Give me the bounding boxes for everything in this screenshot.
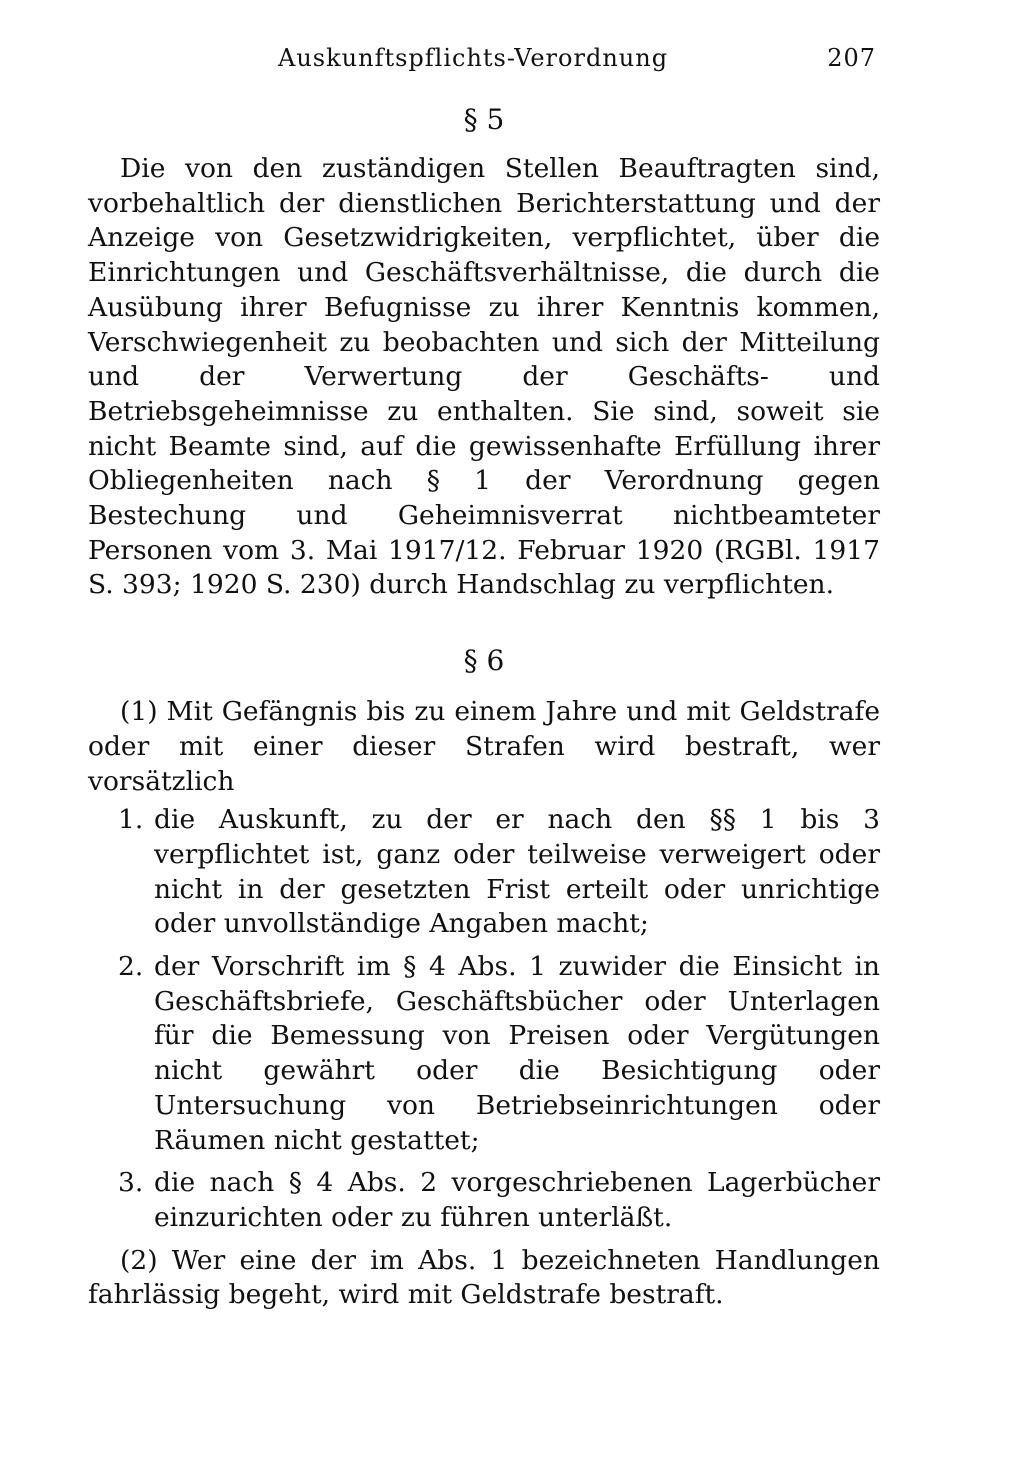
list-item-text: die Auskunft, zu der er nach den §§ 1 bis 3 verpflichtet ist, ganz oder teilweise verweigert oder nicht in der gesetzten Frist erteilt oder unrichtige oder unvollständige Angaben macht;	[154, 804, 880, 940]
section-6-paragraph-2: (2) Wer eine der im Abs. 1 bezeichneten Handlungen fahrlässig begeht, wird mit Geldstrafe bestraft.	[88, 1244, 880, 1311]
list-item	[88, 950, 880, 1158]
list-item-text: der Vorschrift im § 4 Abs. 1 zuwider die Einsicht in Geschäftsbriefe, Geschäftsbücher oder Unterlagen für die Bemessung von Preisen oder Vergütungen nicht gewährt oder die Besichtigung oder Untersuchung von Betriebseinrichtungen oder Räumen nicht gestattet;	[154, 951, 880, 1156]
list-item-text: die nach § 4 Abs. 2 vorgeschriebenen Lagerbücher einzurichten oder zu führen unterläßt.	[154, 1167, 880, 1233]
section-5-paragraph: Die von den zuständigen Stellen Beauftragten sind, vorbehaltlich der dienstlichen Berichterstattung und der Anzeige von Gesetzwidrigkeiten, verpflichtet, über die Einrichtungen und Geschäftsverhältnisse, die durch die Ausübung ihrer Befugnisse zu ihrer Kenntnis kommen, Verschwiegenheit zu beobachten und sich der Mitteilung und der Verwertung der Geschäfts- und Betriebsgeheimnisse zu enthalten. Sie sind, soweit sie nicht Beamte sind, auf die gewissenhafte Erfüllung ihrer Obliegenheiten nach § 1 der Verordnung gegen Bestechung und Geheimnisverrat nichtbeamteter Personen vom 3. Mai 1917/12. Februar 1920 (RGBl. 1917 S. 393; 1920 S. 230) durch Handschlag zu verpflichten.	[88, 153, 880, 601]
list-item-number: 2.	[118, 951, 144, 983]
page-number: 207	[827, 44, 876, 72]
list-item	[88, 803, 880, 942]
running-title: Auskunftspflichts-Verordnung	[278, 44, 669, 72]
section-6-paragraph-1-intro: (1) Mit Gefängnis bis zu einem Jahre und mit Geldstrafe oder mit einer dieser Strafen wird bestraft, wer vorsätzlich	[88, 696, 880, 797]
list-item-number: 3.	[118, 1167, 144, 1199]
section-6-item-list	[88, 803, 880, 1235]
running-header	[88, 40, 880, 80]
list-item-number: 1.	[118, 804, 144, 836]
list-item	[88, 1166, 880, 1235]
section-6-heading: § 6	[463, 644, 505, 678]
document-page	[88, 40, 880, 1313]
section-5-heading: § 5	[463, 103, 505, 136]
